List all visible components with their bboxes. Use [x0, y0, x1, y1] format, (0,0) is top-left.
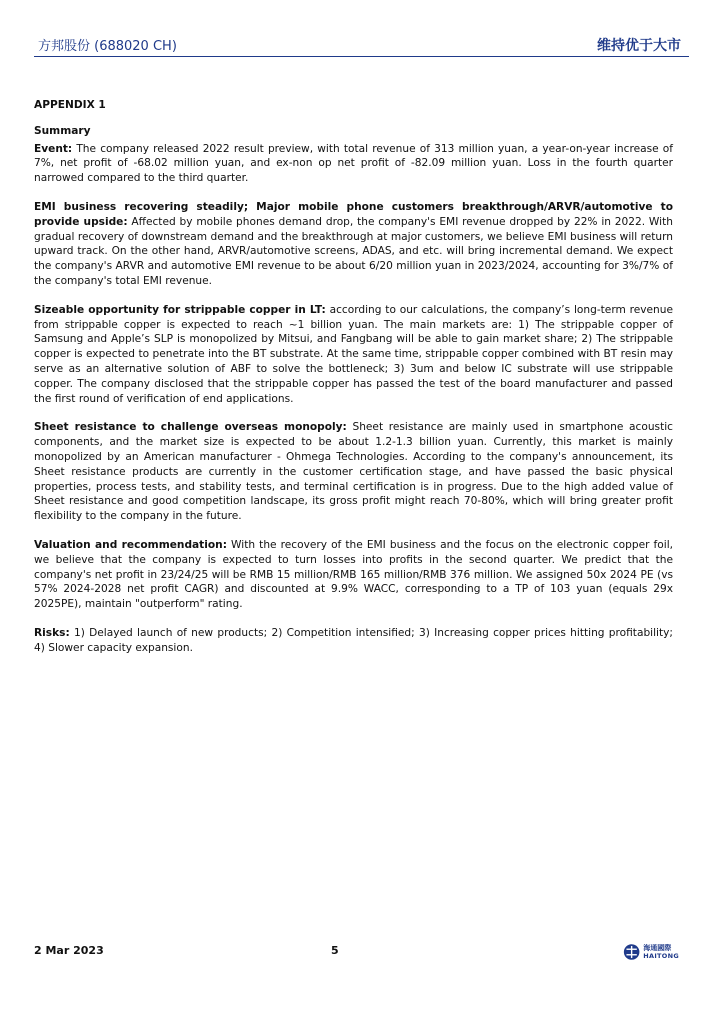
logo-text-en: HAITONG	[643, 952, 679, 960]
paragraph-lead: Sizeable opportunity for strippable copper in LT:	[34, 303, 326, 316]
paragraph-sheet-resistance	[34, 420, 673, 524]
header-company: 方邦股份 (688020 CH)	[38, 39, 177, 54]
paragraph-text: With the recovery of the EMI business and the focus on the electronic copper foil, we believe that the company is expected to turn losses into profits in the second quarter. We predict that the company's net profit in 23/24/25 will be RMB 15 million/RMB 165 million/RMB 376 million. We assigned 50x 2024 PE (vs 57% 2024-2028 net profit CAGR) and discounted at 9.9% WACC, corresponding to a TP of 103 yuan (equals 29x 2025PE), maintain "outperform" rating.	[34, 538, 674, 611]
footer-date: 2 Mar 2023	[34, 944, 104, 957]
summary-heading: Summary	[34, 124, 91, 137]
paragraph-lead: Sheet resistance to challenge overseas monopoly:	[34, 421, 347, 434]
haitong-logo-icon	[623, 943, 640, 961]
paragraph-valuation	[34, 538, 673, 612]
header-divider	[34, 56, 689, 57]
report-body	[34, 98, 673, 670]
paragraph-lead: Valuation and recommendation:	[34, 538, 227, 551]
appendix-label: APPENDIX 1	[34, 99, 106, 111]
paragraph-text: according to our calculations, the company’s long-term revenue from strippable copper is expected to reach ~1 billion yuan. The main markets are: 1) The strippable copper of Samsung and Apple’s SLP is monopolized by Mitsui, and Fangbang will be able to gain market share; 2) The strippable copper is expected to penetrate into the BT substrate. At the same time, strippable copper combined with BT resin may serve as an alternative solution of ABF to solve the bottleneck; 3) 3um and below IC substrate will use strippable copper. The company disclosed that the strippable copper has passed the test of the board manufacturer and passed the first round of verification of end applications.	[34, 303, 673, 405]
logo-text-cn: 海通國際	[643, 944, 672, 952]
logo-wordmark	[643, 944, 679, 960]
paragraph-strippable-copper	[34, 303, 673, 407]
paragraph-text: Sheet resistance are mainly used in smartphone acoustic components, and the market size is expected to be about 1.2-1.3 billion yuan. Currently, this market is mainly monopolized by an American manufacturer - Ohmega Technologies. According to the company's announcement, its Sheet resistance products are currently in the customer certification stage, and have passed the basic physical properties, process tests, and stability tests, and terminal certification is in progress. Due to the high added value of Sheet resistance and good competition landscape, its gross profit might reach 70-80%, which will bring greater profit flexibility to the company in the future.	[34, 421, 673, 523]
haitong-logo	[623, 939, 679, 965]
paragraph-text: Affected by mobile phones demand drop, the company's EMI revenue dropped by 22% in 2022. With gradual recovery of downstream demand and the breakthrough at major customers, we believe EMI business will return upward track. On the other hand, ARVR/automotive screens, ADAS, and etc. will bring incremental demand. We expect the company's ARVR and automotive EMI revenue to be about 6/20 million yuan in 2023/2024, accounting for 3%/7% of the company's total EMI revenue.	[34, 215, 673, 287]
paragraph-emi	[34, 200, 673, 289]
paragraph-event	[34, 142, 673, 186]
paragraph-lead: Event:	[34, 142, 73, 155]
page-number: 5	[331, 944, 339, 957]
paragraph-text: 1) Delayed launch of new products; 2) Competition intensified; 3) Increasing copper prices hitting profitability; 4) Slower capacity expansion.	[34, 626, 673, 654]
header-rating-title: 维持优于大市	[597, 38, 681, 54]
paragraph-text: The company released 2022 result preview, with total revenue of 313 million yuan, a year-on-year increase of 7%, net profit of -68.02 million yuan, and ex-non op net profit of -82.09 million yuan. Loss in the fourth quarter narrowed compared to the third quarter.	[34, 142, 673, 185]
paragraph-lead: EMI business recovering steadily; Major mobile phone customers breakthrough/ARVR/automotive to provide upside:	[34, 200, 673, 228]
paragraph-lead: Risks:	[34, 626, 70, 639]
paragraph-risks	[34, 626, 673, 656]
